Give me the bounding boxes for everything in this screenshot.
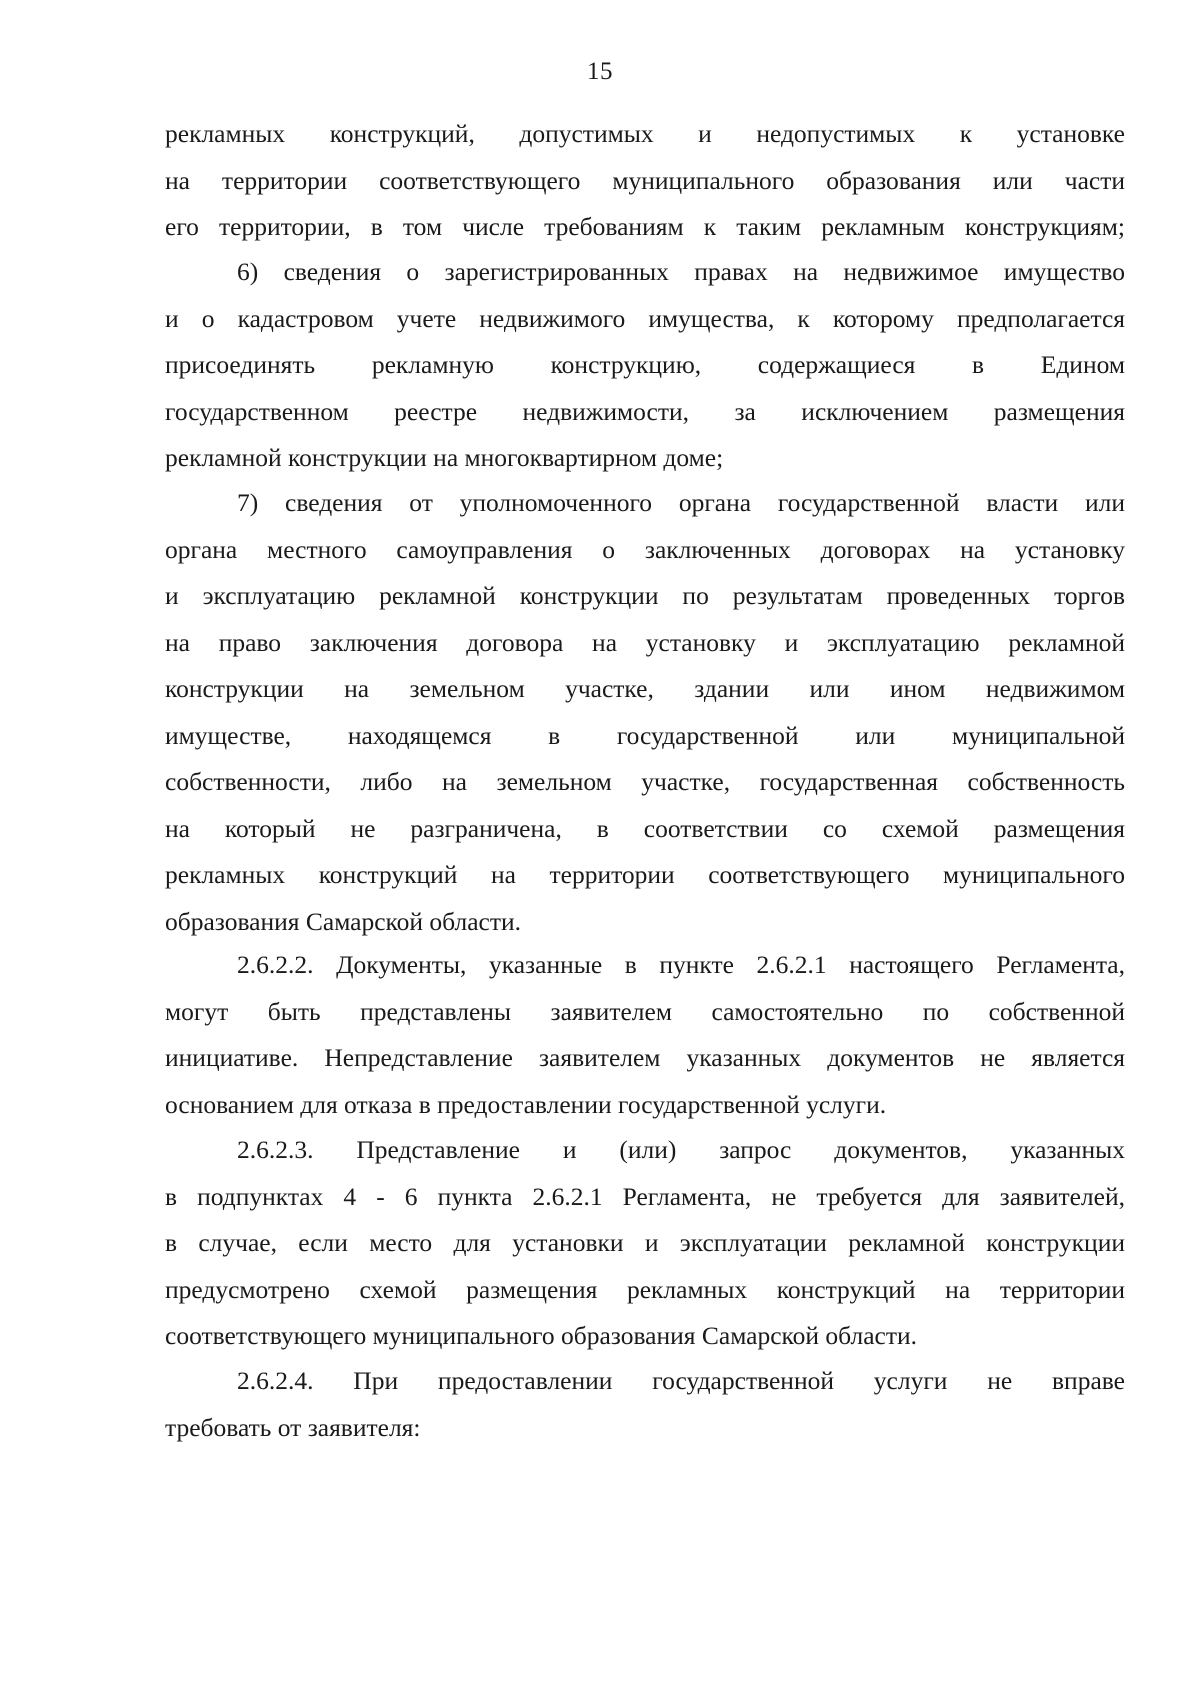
text-line: рекламной конструкции на многоквартирном доме; bbox=[165, 443, 724, 472]
text-line: образования Самарской области. bbox=[165, 906, 522, 936]
text-line: в подпунктах 4 - 6 пункта 2.6.2.1 Регламента, не требуется для заявителей, bbox=[165, 1181, 1125, 1211]
text-line: 2.6.2.2. Документы, указанные в пункте 2.6.2.1 настоящего Регламента, bbox=[237, 950, 1125, 979]
paragraph-2-6-2-2 bbox=[165, 942, 1125, 1128]
text-line: инициативе. Непредставление заявителем указанных документов не является bbox=[165, 1043, 1125, 1072]
page-number: 15 bbox=[587, 58, 613, 85]
text-line: основанием для отказа в предоставлении государственной услуги. bbox=[165, 1089, 887, 1119]
text-line: на который не разграничена, в соответствии со схемой размещения bbox=[165, 813, 1125, 843]
paragraph-item-7 bbox=[165, 480, 1125, 945]
text-line: могут быть представлены заявителем самостоятельно по собственной bbox=[165, 996, 1125, 1026]
paragraph-2-6-2-3 bbox=[165, 1127, 1125, 1360]
text-line: предусмотрено схемой размещения рекламных конструкций на территории bbox=[165, 1274, 1125, 1304]
text-line: государственном реестре недвижимости, за исключением размещения bbox=[165, 396, 1125, 426]
text-line: в случае, если место для установки и эксплуатации рекламной конструкции bbox=[165, 1228, 1125, 1257]
text-line: имуществе, находящемся в государственной или муниципальной bbox=[165, 720, 1125, 750]
text-line: 7) сведения от уполномоченного органа государственной власти или bbox=[237, 488, 1125, 517]
text-line: рекламных конструкций на территории соответствующего муниципального bbox=[165, 860, 1125, 889]
paragraph-item-6 bbox=[165, 249, 1125, 482]
text-line: его территории, в том числе требованиям к таким рекламным конструкциям; bbox=[165, 212, 1125, 241]
text-line: конструкции на земельном участке, здании или ином недвижимом bbox=[165, 674, 1125, 703]
text-line: рекламных конструкций, допустимых и недопустимых к установке bbox=[165, 119, 1125, 148]
text-line: органа местного самоуправления о заключенных договорах на установку bbox=[165, 534, 1125, 564]
text-line: и о кадастровом учете недвижимого имущества, к которому предполагается bbox=[165, 303, 1125, 333]
text-line: соответствующего муниципального образования Самарской области. bbox=[165, 1321, 918, 1350]
text-line: 2.6.2.3. Представление и (или) запрос документов, указанных bbox=[237, 1135, 1125, 1164]
paragraph-2-6-2-4 bbox=[165, 1358, 1125, 1451]
paragraph-continuation bbox=[165, 111, 1125, 251]
text-line: и эксплуатацию рекламной конструкции по результатам проведенных торгов bbox=[165, 581, 1125, 610]
text-line: 2.6.2.4. При предоставлении государственной услуги не вправе bbox=[237, 1366, 1125, 1395]
text-line: 6) сведения о зарегистрированных правах на недвижимое имущество bbox=[237, 257, 1125, 286]
text-line: собственности, либо на земельном участке, государственная собственность bbox=[165, 767, 1125, 796]
text-line: на право заключения договора на установку и эксплуатацию рекламной bbox=[165, 627, 1125, 657]
text-line: присоединять рекламную конструкцию, содержащиеся в Едином bbox=[165, 350, 1125, 379]
text-line: требовать от заявителя: bbox=[165, 1412, 421, 1442]
text-line: на территории соответствующего муниципального образования или части bbox=[165, 165, 1125, 195]
